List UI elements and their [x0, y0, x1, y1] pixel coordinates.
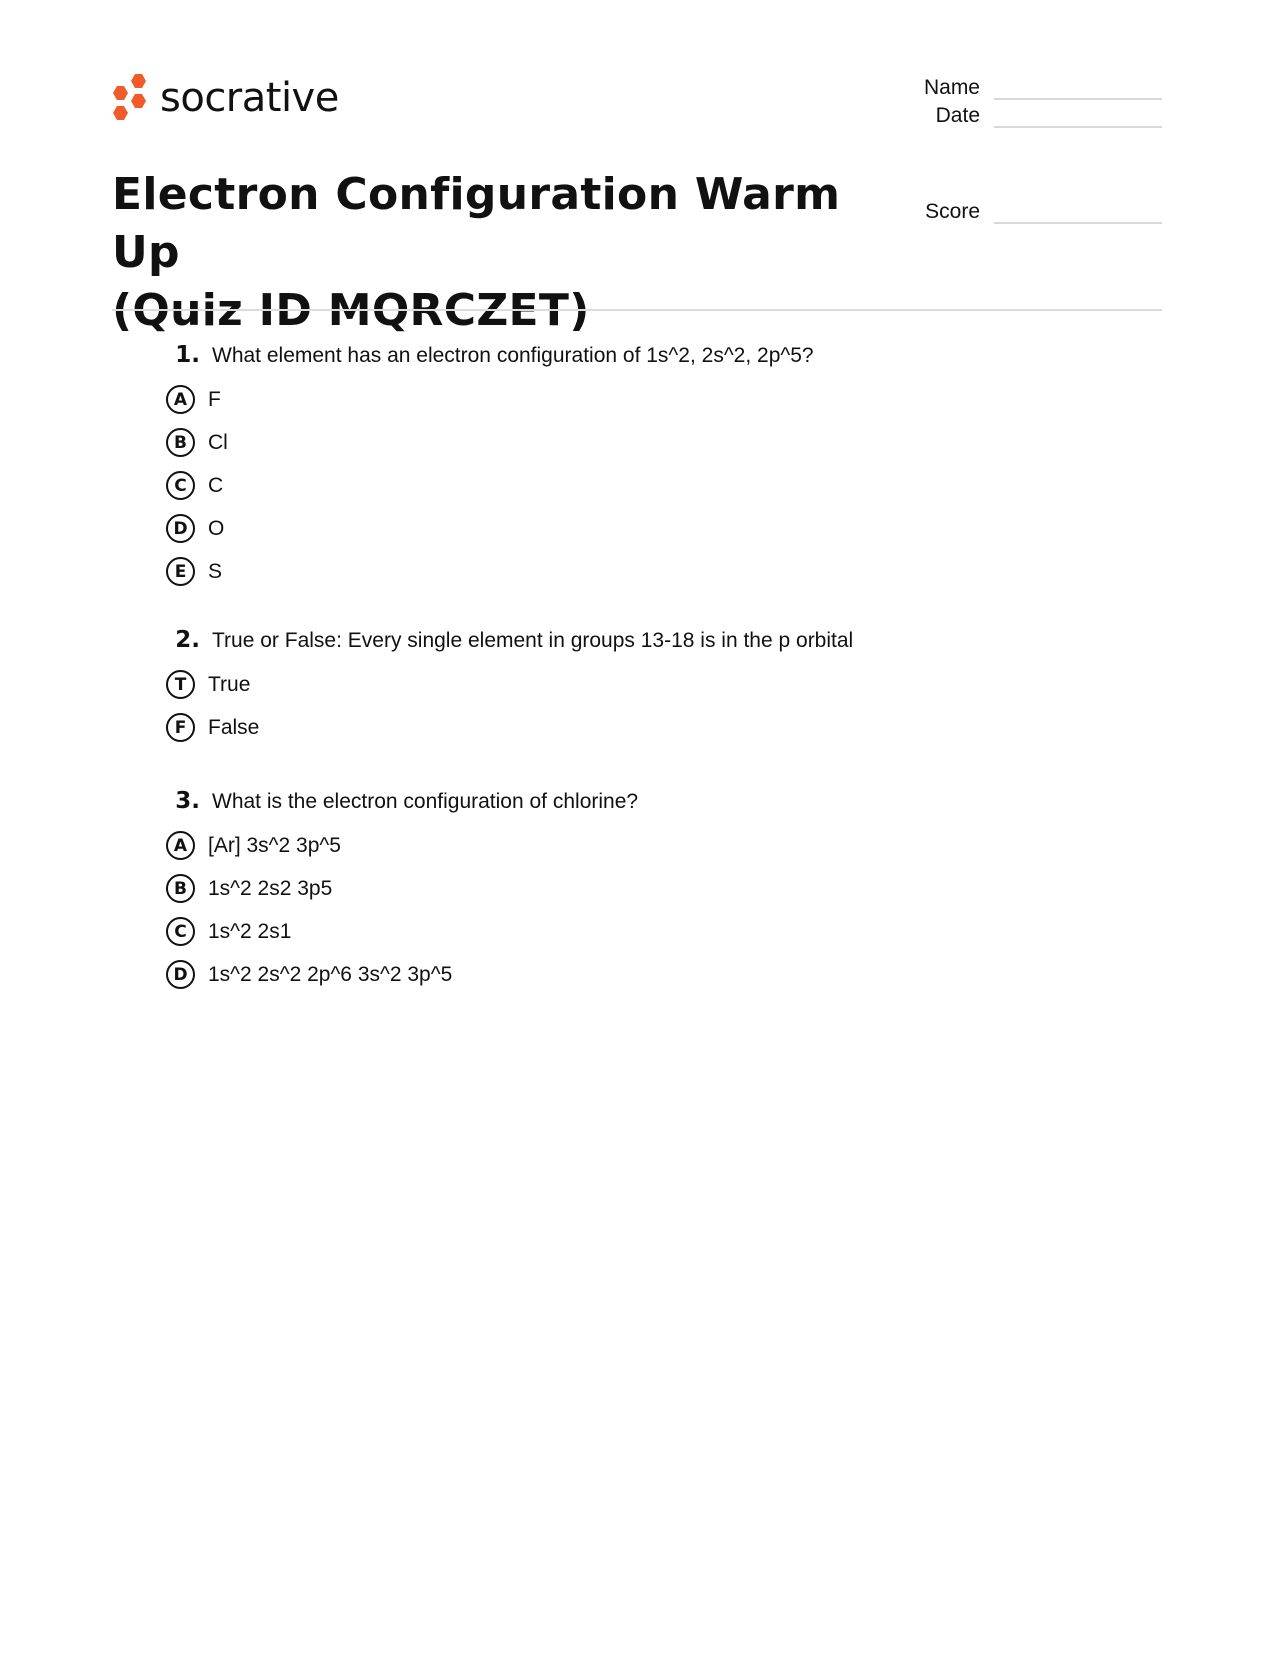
choice-text: False	[208, 715, 260, 739]
choice-a[interactable]	[166, 378, 1066, 421]
score-label: Score	[925, 200, 980, 223]
answer-bubble[interactable]: B	[166, 428, 195, 457]
choice-text: Cl	[208, 430, 228, 454]
choice-text: C	[208, 473, 224, 497]
brand-name: socrative	[160, 75, 339, 121]
choice-false[interactable]	[166, 706, 1066, 749]
question-number: 1.	[175, 342, 200, 368]
score-line[interactable]	[994, 200, 1162, 224]
answer-bubble[interactable]: E	[166, 557, 195, 586]
answer-bubble[interactable]: D	[166, 960, 195, 989]
answer-bubble[interactable]: F	[166, 713, 195, 742]
title-line-1: Electron Configuration Warm Up	[112, 169, 841, 278]
choice-a[interactable]	[166, 824, 1066, 867]
answer-bubble[interactable]: A	[166, 385, 195, 414]
choice-text: F	[208, 387, 221, 411]
hexagon-logo-icon	[110, 72, 150, 124]
answer-bubble[interactable]: C	[166, 917, 195, 946]
answer-bubble[interactable]: B	[166, 874, 195, 903]
choice-c[interactable]	[166, 464, 1066, 507]
question-2	[166, 627, 1066, 749]
name-label: Name	[923, 76, 980, 99]
choice-c[interactable]	[166, 910, 1066, 953]
question-text: What element has an electron configuration of 1s^2, 2s^2, 2p^5?	[212, 344, 814, 367]
page-title	[112, 166, 912, 340]
choice-text: S	[208, 559, 223, 583]
choice-text: 1s^2 2s2 3p5	[208, 876, 333, 900]
date-field[interactable]	[880, 104, 1162, 128]
choice-text: O	[208, 516, 225, 540]
question-3	[166, 788, 1066, 996]
question-text: What is the electron configuration of chlorine?	[212, 790, 639, 813]
choice-b[interactable]	[166, 867, 1066, 910]
question-number: 3.	[175, 788, 200, 814]
answer-bubble[interactable]: D	[166, 514, 195, 543]
score-field[interactable]	[880, 200, 1162, 224]
name-line[interactable]	[994, 76, 1162, 100]
choice-true[interactable]	[166, 663, 1066, 706]
choice-b[interactable]	[166, 421, 1066, 464]
date-label: Date	[935, 104, 980, 127]
choice-d[interactable]	[166, 953, 1066, 996]
answer-bubble[interactable]: C	[166, 471, 195, 500]
choice-text: True	[208, 672, 251, 696]
choice-text: 1s^2 2s1	[208, 919, 292, 943]
question-text: True or False: Every single element in groups 13-18 is in the p orbital	[212, 629, 854, 652]
choice-text: [Ar] 3s^2 3p^5	[208, 833, 341, 857]
choice-e[interactable]	[166, 550, 1066, 593]
choice-d[interactable]	[166, 507, 1066, 550]
header-divider	[112, 309, 1162, 311]
answer-bubble[interactable]: T	[166, 670, 195, 699]
question-1	[166, 342, 1066, 593]
question-number: 2.	[175, 627, 200, 653]
socrative-logo	[110, 72, 339, 124]
name-field[interactable]	[880, 76, 1162, 100]
choice-text: 1s^2 2s^2 2p^6 3s^2 3p^5	[208, 962, 453, 986]
answer-bubble[interactable]: A	[166, 831, 195, 860]
title-line-2: (Quiz ID MQRCZET)	[112, 285, 590, 336]
date-line[interactable]	[994, 104, 1162, 128]
